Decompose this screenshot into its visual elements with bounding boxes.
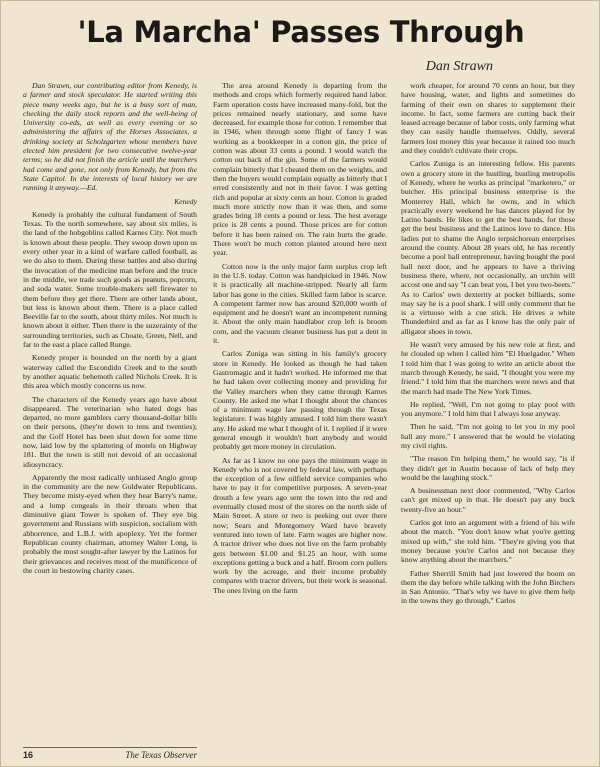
page-footer [23, 747, 197, 762]
paragraph: Carlos Zuniga was sitting in his family's grocery store in Kenedy. He looked as though he had taken Gastromagic and it hadn't worked. He informed me that he had taken over collecting money and providing for the Valley marchers when they came through Karnes County. He asked me what I thought about the chances of a minimum wage law passing through the Texas legislature. I was highly amused. I told him there wasn't any. He asked me what I thought of it. I replied if it were general enough it wouldn't hurt anybody and would probably get more money in circulation. [213, 349, 387, 452]
paragraph: The characters of the Kenedy years ago have about disappeared. The veterinarian who hated dogs has departed, no more gamblers carry thousand-dollar bills on their persons, (they're down to tens and twenties); and the Goff Hotel has been shut down for some time now, laid low by the splattering of motels on Highway 181. But the town is still not devoid of an occasional idiosyncracy. [23, 394, 197, 469]
headline: 'La Marcha' Passes Through [77, 15, 525, 49]
paragraph: Then he said, "I'm not going to let you in my pool hall any more." I answered that he would be violating my civil rights. [401, 422, 575, 450]
byline: Dan Strawn [425, 59, 493, 74]
paragraph: Kenedy proper is bounded on the north by a giant waterway called the Escondido Creek and to the south by another aquatic behemoth called Nichols Creek. It is this area which mostly concerns us now. [23, 353, 197, 391]
editor-note-text: Dan Strawn, our contributing editor from Kenedy, is a farmer and stock speculator. He started writing this piece many weeks ago, but he is a busy sort of man, checking the daily stock reports and the well-being of University co-eds, as well as every evening or so administering the affairs of the Horses Associates, a drinking society at Scholzgarten whose members have elected him president for two consecutive twelve-year terms; so he did not finish the article until the marchers had come and gone, not only from Kenedy, but from the State Capitol. In the interests of local history we are running it anyway.—Ed. [23, 81, 197, 193]
paragraph: Kenedy is probably the cultural fundament of South Texas. To the north somewhere, say about six miles, is the land of the hobgoblins called Karnes City. Not much is known about these people. They swoop down upon us every other year in a kind of warfare called football, as we do also to them. During these battles and also during the invocation of the medicine man before and the truce in the middle, we trade such goods as peanuts, popcorn, and soda water. Some trouble-makers sell firewater to them before they get there. There are other lands about, but less is known about them. There is a place called Beeville far to the south, about thirty miles. Not much is known about it either. Then there is the suzerainty of the surrounding territories, such as Choate, Green, Nell, and far to the east a place called Runge. [23, 209, 197, 350]
page-number: 16 [23, 750, 34, 760]
paragraph: Father Sherrill Smith had just lowered the boom on them the day before while talking with the John Birchers in San Antonio. "That's why we have to give them help in the towns they go through," Carlos [401, 568, 575, 606]
column-1 [23, 81, 197, 741]
column-2 [213, 81, 387, 741]
paragraph: Carlos Zuniga is an interesting fellow. His parents own a grocery store in the hustling, bustling metropolis of Kenedy, where he works as principal "marketero," or butcher. His principal business enterprise is the Monterrey Hall, which he owns, and in which practically every weekend he has dances played for by Latino bands. He likes to get the best bands, for those get the best business and the Latinos love to dance. His ladies put to shame the Anglo terpsichorean enterprises around the county. About 28 years old, he has recently become a pool hall entrepreneur, having bought the pool hall next door, and he appears to have a thriving business there, where, not occasionally, an urchin will accost one and say "I can beat you, I bet you two-beets." As to Carlos' own dexterity at pocket billiards, some may say he is a pool shark. I will only comment that he is a virtuoso with a cue stick. He drives a white Thunderbird and as far as I know has the only pair of alligator shoes in town. [401, 159, 575, 336]
editor-note [23, 81, 197, 193]
paragraph: "The reason I'm helping them," he would say, "is if they didn't get in Austin because of lack of help they would be the laughing stock." [401, 454, 575, 482]
paragraph: He wasn't very amused by his new role at first, and he clouded up when I called him "El Huelgador." When I told him that I was going to write an article about the march through Kenedy, he said, "I thought you were my friend." I told him that the marchers were news and that the march had made The New York Times. [401, 340, 575, 396]
paragraph: The area around Kenedy is departing from the methods and crops which formerly required hand labor. Farm operation costs have increased many-fold, but the prices remained nearly stationary, and some have decreased, for example those for cotton. I remember that in 1946, when through some flight of fancy I was working as a bookkeeper in a cotton gin, the price of cotton was about 33 cents a pound. I would watch the cotton out back of the gin. Some of the farmers would complain bitterly that I cheated them on the weights, and then the buyers would complain equally as bitterly that I erred consistently and not in their favor. I was getting rich and popular at sixty cents an hour. Cotton is graded much more strictly now than it was then, and some grades bring 18 cents a pound or less. The best average price is 28 cents a pound. Those prices are for cotton before it has been rained on. The rain hurts the grade. There won't be much cotton planted around here next year. [213, 81, 387, 258]
publication-name: The Texas Observer [125, 750, 197, 760]
paragraph: A businessman next door commented, "Why Carlos can't get mixed up in that. He doesn't pay any buck twenty-five an hour." [401, 486, 575, 514]
paragraph: Carlos got into an argument with a friend of his wife about the march. "You don't know what you're getting mixed up with," she told him. "They're giving you that money because you're Carlos and not because they know anything about the marchers." [401, 518, 575, 565]
column-3 [401, 81, 575, 741]
paragraph: work cheaper, for around 70 cents an hour, but they have housing, water, and lights and sometimes do farming of their own on shares to supplement their income. In fact, some farmers are cutting back their leased acreage because of labor costs, only farming what they can easily handle themselves. Oddly, several farmers lost money this year because it rained too much and they couldn't cultivate their crops. [401, 81, 575, 156]
paragraph: As far as I know no one pays the minimum wage in Kenedy who is not covered by federal law, with perhaps the exception of a few oilfield service companies who have to pay it for competitive purposes. A seven-year drouth a few years ago sent the town into the red and eventually closed most of the stores on the north side of Main Street. A store or two is peeking out over there now; Sears and Montgomery Ward have bravely ventured into town of late. Farm wages are higher now. A tractor driver who does not live on the farm probably gets between $1.00 and $1.25 an hour, with some exceptions getting a buck and a half. Broom corn pullers work by the acreage, and their income probably compares with tractor drivers, but their work is seasonal. The ones living on the farm [213, 455, 387, 595]
dateline-place: Kenedy [174, 196, 197, 206]
paragraph: Apparently the most radically unbiased Anglo group in the community are the new Goldwater Republicans. They become misty-eyed when they hear Barry's name, and a lump congeals in their throats when that diminutive giant Tower is spoken of. They eye big government and Russians with suspicion, socialism with abhorrence, and L.B.J. with apoplexy. Yet the former Republican county chairman, attorney Walter Long, is probably the most sought-after lawyer by the Latinos for their grievances and receives most of the munificence of the court in bestowing charity cases. [23, 472, 197, 575]
paragraph: Cotton now is the only major farm surplus crop left in the U.S. today. Cotton was handpicked in 1946. Now it is practically all machine-stripped. Nearly all farm labor has gone to the cities. Skilled farm labor is scarce. A competent farmer now has around $20,000 worth of equipment and he doesn't want an incompetent running it. About the only main handlabor crop left is broom corn, and the vacuum cleaner business has put a dent in it. [213, 261, 387, 346]
paragraph: He replied, "Well, I'm not going to play pool with you anymore." I told him that I always lose anyway. [401, 399, 575, 419]
